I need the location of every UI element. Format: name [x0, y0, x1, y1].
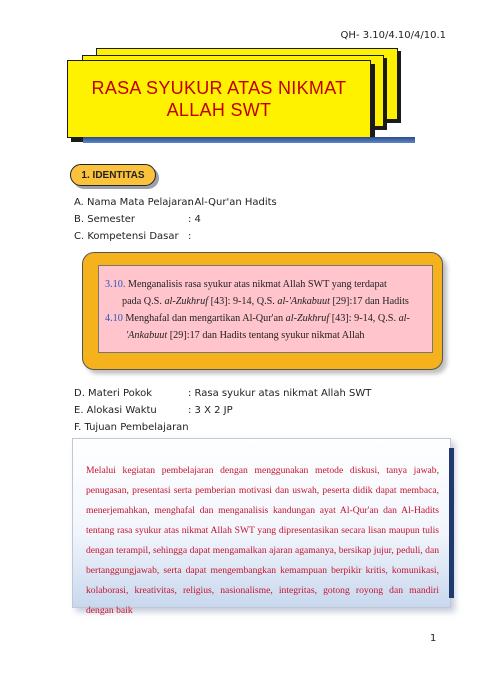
page-number: 1 — [430, 633, 437, 644]
objective-box-edge — [449, 448, 454, 598]
identity-value: : Al-Qur'an Hadits — [188, 197, 277, 208]
document-code: QH- 3.10/4.10/4/10.1 — [340, 30, 446, 41]
section-tag-identitas: 1. IDENTITAS — [70, 164, 156, 186]
identity-value: : — [188, 231, 192, 242]
detail-key: E. Alokasi Waktu — [74, 405, 157, 416]
detail-key: D. Materi Pokok — [74, 388, 153, 399]
competency-line-2: pada Q.S. al-Zukhruf [43]: 9-14, Q.S. al-'Ankabuut [29]:17 dan Hadits — [122, 296, 409, 307]
title-banner — [67, 60, 371, 138]
detail-value: : Rasa syukur atas nikmat Allah SWT — [188, 388, 372, 399]
competency-code-4-10: 4.10 — [105, 313, 123, 324]
identity-key: C. Kompetensi Dasar — [74, 231, 179, 242]
identity-key: A. Nama Mata Pelajaran — [74, 197, 194, 208]
title-line-1: RASA SYUKUR ATAS NIKMAT — [91, 78, 347, 98]
identity-key: B. Semester — [74, 214, 136, 225]
competency-box — [98, 265, 433, 353]
detail-key: F. Tujuan Pembelajaran — [74, 422, 189, 433]
title-underline-bar — [83, 137, 415, 143]
objective-text: Melalui kegiatan pembelajaran dengan menggunakan metode diskusi, tanya jawab, penugasan, presentasi serta pemberian motivasi dan uswah, peserta didik dapat membaca, menerjemahkan, menghafal dan menganalisis kandungan ayat Al-Qur'an dan Al-Hadits tentang rasa syukur atas nikmat Allah SWT yang dipresentasikan secara lisan maupun tulis dengan terampil, sehingga dapat mengamalkan ajaran agamanya, bersikap jujur, peduli, dan bertanggungjawab, serta dapat mengembangkan kemampuan berpikir kritis, komunikasi, kolaborasi, kreativitas, religius, nasionalisme, integritas, gotong royong dan mandiri dengan baik — [86, 465, 439, 616]
competency-code-3-10: 3.10. — [105, 279, 126, 290]
detail-value: : 3 X 2 JP — [188, 405, 233, 416]
identity-value: : 4 — [188, 214, 201, 225]
title-line-2: ALLAH SWT — [166, 100, 272, 120]
competency-line-3: 4.10 Menghafal dan mengartikan Al-Qur'an al-Zukhruf [43]: 9-14, Q.S. al- — [105, 313, 410, 324]
competency-line-1: 3.10. Menganalisis rasa syukur atas nikmat Allah SWT yang terdapat — [105, 279, 387, 290]
competency-line-4: 'Ankabuut [29]:17 dan Hadits tentang syukur nikmat Allah — [126, 330, 365, 341]
